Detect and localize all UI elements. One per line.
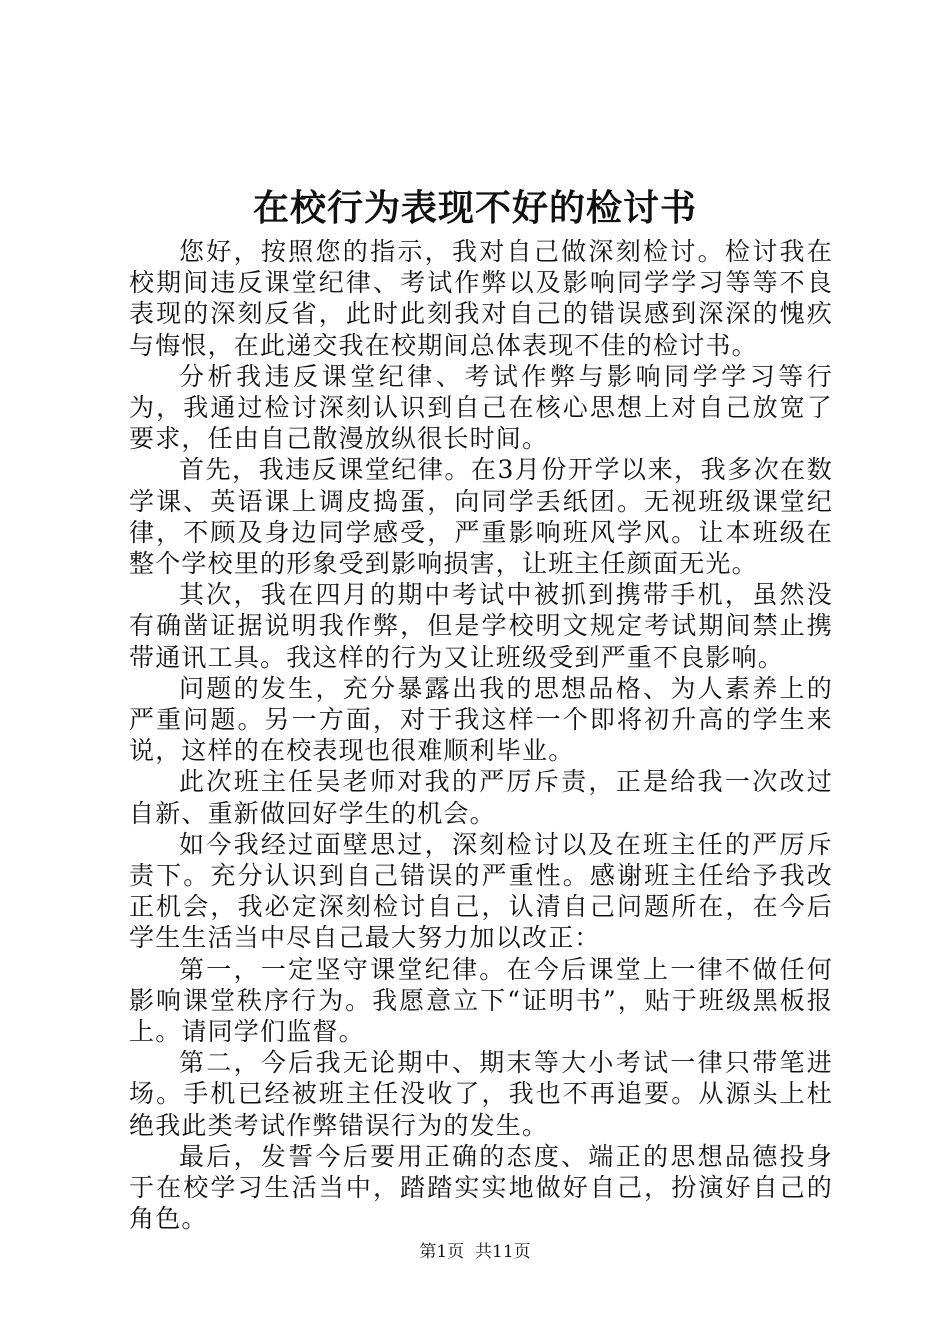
paragraph-greeting: 您好，按照您的指示，我对自己做深刻检讨。检讨我在校期间违反课堂纪律、考试作弊以及影响同学学习等等不良表现的深刻反省，此时此刻我对自己的错误感到深深的愧疚与悔恨，在此递交我在校期间总体表现不佳的检讨书。 bbox=[129, 237, 833, 360]
paragraph-second-issue: 其次，我在四月的期中考试中被抓到携带手机，虽然没有确凿证据说明我作弊，但是学校明文规定考试期间禁止携带通讯工具。我这样的行为又让班级受到严重不良影响。 bbox=[129, 580, 833, 672]
paragraph-problem: 问题的发生，充分暴露出我的思想品格、为人素养上的严重问题。另一方面，对于我这样一个即将初升高的学生来说，这样的在校表现也很难顺利毕业。 bbox=[129, 673, 833, 766]
page-number: 第1页 bbox=[419, 1242, 465, 1262]
paragraph-teacher: 此次班主任吴老师对我的严厉斥责，正是给我一次改过自新、重新做回好学生的机会。 bbox=[129, 767, 833, 828]
page-footer bbox=[0, 1240, 950, 1264]
document-body bbox=[129, 236, 833, 1235]
paragraph-analysis: 分析我违反课堂纪律、考试作弊与影响同学学习等行为，我通过检讨深刻认识到自己在核心思想上对自己放宽了要求，任由自己散漫放纵很长时间。 bbox=[129, 361, 833, 454]
paragraph-commitment-two: 第二，今后我无论期中、期末等大小考试一律只带笔进场。手机已经被班主任没收了，我也不再追要。从源头上杜绝我此类考试作弊错误行为的发生。 bbox=[129, 1048, 833, 1140]
paragraph-reflection: 如今我经过面壁思过，深刻检讨以及在班主任的严厉斥责下。充分认识到自己错误的严重性。感谢班主任给予我改正机会，我必定深刻检讨自己，认清自己问题所在，在今后学生生活当中尽自己最大努力加以改正： bbox=[129, 829, 833, 953]
paragraph-final: 最后，发誓今后要用正确的态度、端正的思想品德投身于在校学习生活当中，踏踏实实地做好自己，扮演好自己的角色。 bbox=[129, 1141, 833, 1234]
paragraph-first-issue: 首先，我违反课堂纪律。在3月份开学以来，我多次在数学课、英语课上调皮捣蛋，向同学丢纸团。无视班级课堂纪律，不顾及身边同学感受，严重影响班风学风。让本班级在整个学校里的形象受到影响损害，让班主任颜面无光。 bbox=[129, 455, 833, 579]
paragraph-commitment-one: 第一，一定坚守课堂纪律。在今后课堂上一律不做任何影响课堂秩序行为。我愿意立下“证明书”，贴于班级黑板报上。请同学们监督。 bbox=[129, 954, 833, 1047]
page-total: 共11页 bbox=[475, 1242, 531, 1262]
document-title: 在校行为表现不好的检讨书 bbox=[252, 187, 697, 229]
